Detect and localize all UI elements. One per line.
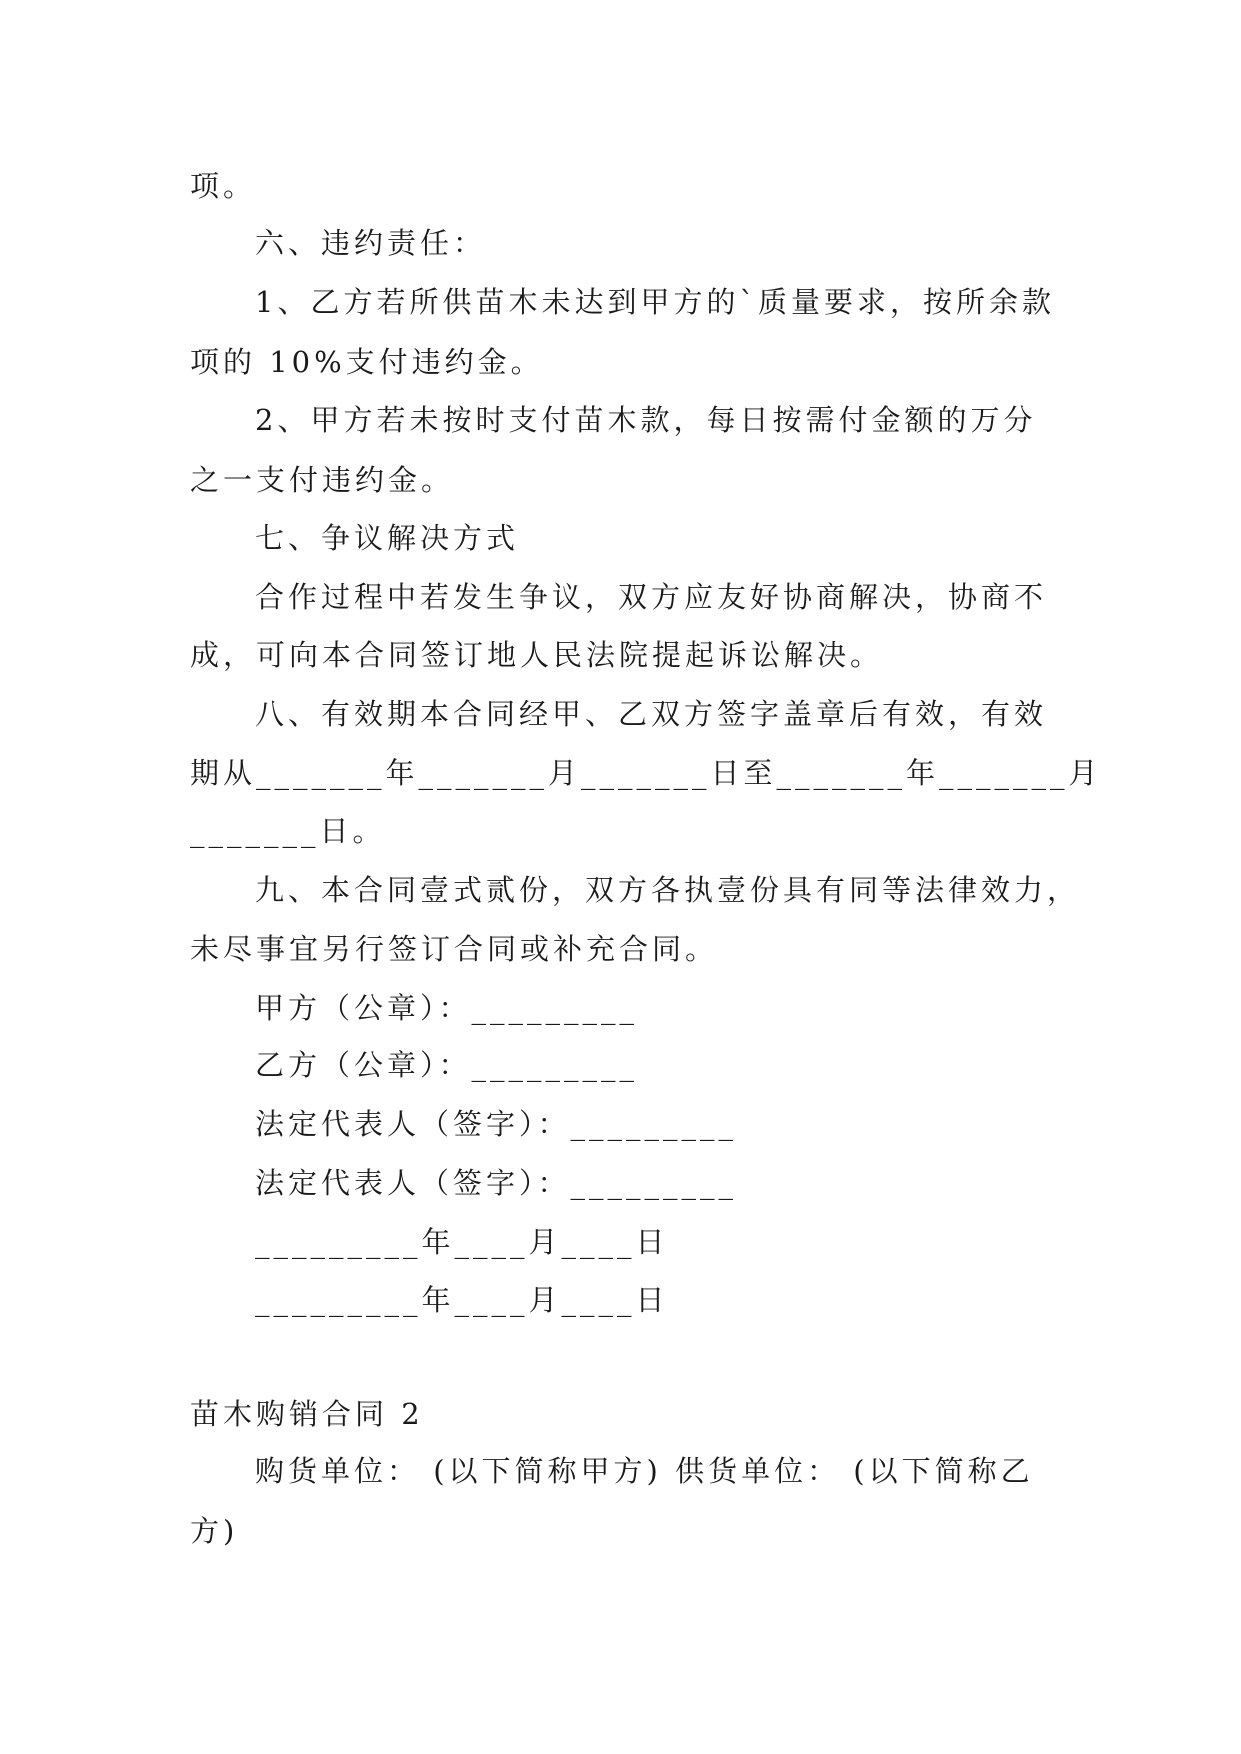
- date-blank-line: _______日。: [190, 814, 386, 848]
- text-line: 2、甲方若未按时支付苗木款，每日按需付金额的万分: [255, 403, 1037, 437]
- signing-date-line: _________年____月____日: [255, 1283, 669, 1317]
- text-line: 合作过程中若发生争议，双方应友好协商解决，协商不: [255, 580, 1048, 614]
- text-line: 项的 10%支付违约金。: [190, 345, 544, 379]
- legal-rep-signature-line: 法定代表人（签字）：_________: [255, 1166, 738, 1200]
- text-line: 1、乙方若所供苗木未达到甲方的`质量要求，按所余款: [255, 285, 1055, 319]
- date-blank-line: 期从_______年_______月_______日至_______年_______月: [190, 756, 1102, 790]
- legal-rep-signature-line: 法定代表人（签字）：_________: [255, 1107, 738, 1141]
- signing-date-line: _________年____月____日: [255, 1225, 669, 1259]
- text-line: 方): [190, 1514, 239, 1548]
- section-heading: 六、违约责任：: [255, 226, 487, 260]
- text-line: 之一支付违约金。: [190, 463, 455, 497]
- text-line: 成，可向本合同签订地人民法院提起诉讼解决。: [190, 638, 884, 672]
- text-line: 项。: [190, 169, 257, 203]
- contract-title: 苗木购销合同 2: [190, 1397, 424, 1431]
- party-b-seal-line: 乙方（公章）：_________: [255, 1048, 639, 1082]
- text-line: 购货单位： (以下简称甲方) 供货单位： (以下简称乙: [255, 1454, 1034, 1488]
- text-line: 八、有效期本合同经甲、乙双方签字盖章后有效，有效: [255, 697, 1048, 731]
- party-a-seal-line: 甲方（公章）：_________: [255, 991, 639, 1025]
- text-line: 未尽事宜另行签订合同或补充合同。: [190, 932, 719, 966]
- section-heading: 七、争议解决方式: [255, 521, 520, 555]
- text-line: 九、本合同壹式贰份，双方各执壹份具有同等法律效力，: [255, 873, 1081, 907]
